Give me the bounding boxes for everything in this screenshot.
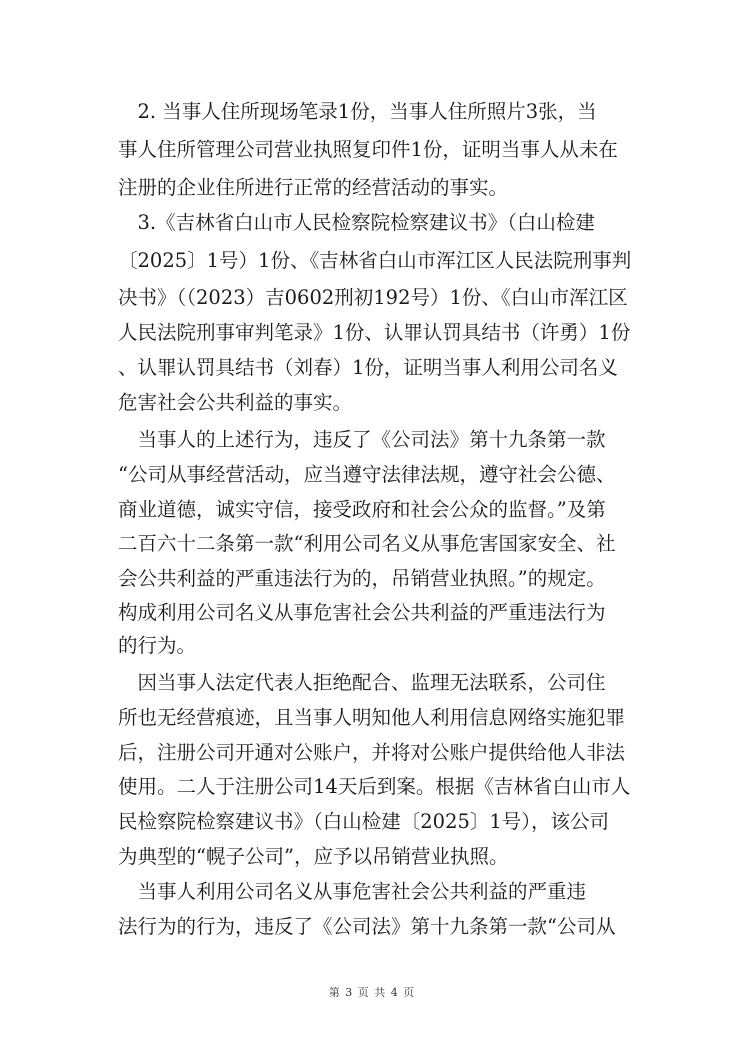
text-line: 使用。二人于注册公司14天后到案。根据《吉林省白山市人 [118, 775, 631, 798]
text-line: 人民法院刑事审判笔录》1份、认罪认罚具结书（许勇）1份 [118, 321, 631, 344]
text-line: 民检察院检察建议书》（白山检建〔2025〕1号），该公司 [118, 810, 610, 833]
text-line: 危害社会公共利益的事实。 [118, 391, 353, 414]
text-line: 商业道德，诚实守信，接受政府和社会公众的监督。”及第 [118, 498, 606, 521]
text-line: 注册的企业住所进行正常的经营活动的事实。 [118, 176, 509, 199]
text-line: 后，注册公司开通对公账户，并将对公账户提供给他人非法 [118, 741, 626, 764]
text-line: 当事人的上述行为，违反了《公司法》第十九条第一款 [118, 428, 606, 451]
text-line: 为典型的“幌子公司”，应予以吊销营业执照。 [118, 845, 509, 868]
text-line: 的行为。 [118, 634, 197, 657]
text-line: 当事人利用公司名义从事危害社会公共利益的严重违 [118, 880, 587, 903]
text-line: 事人住所管理公司营业执照复印件1份，证明当事人从未在 [118, 138, 618, 161]
text-line: 会公共利益的严重违法行为的，吊销营业执照。”的规定。 [118, 567, 606, 590]
text-line: 所也无经营痕迹，且当事人明知他人利用信息网络实施犯罪 [118, 706, 626, 729]
text-line: 2. 当事人住所现场笔录1份，当事人住所照片3张，当 [118, 100, 597, 123]
text-line: 3.《吉林省白山市人民检察院检察建议书》（白山检建 [118, 211, 595, 234]
text-line: 构成利用公司名义从事危害社会公共利益的严重违法行为 [118, 601, 606, 624]
text-line: 二百六十二条第一款“利用公司名义从事危害国家安全、社 [118, 532, 616, 555]
text-line: 、认罪认罚具结书（刘春）1份，证明当事人利用公司名义 [118, 356, 618, 379]
text-line: 〔2025〕1号）1份、《吉林省白山市浑江区人民法院刑事判 [118, 249, 632, 272]
text-line: 决书》（（2023）吉0602刑初192号）1份、《白山市浑江区 [118, 286, 628, 309]
text-line: 法行为的行为，违反了《公司法》第十九条第一款“公司从 [118, 915, 616, 938]
page-number-footer: 第 3 页 共 4 页 [328, 986, 416, 999]
text-line: “公司从事经营活动，应当遵守法律法规，遵守社会公德、 [118, 463, 616, 486]
text-line: 因当事人法定代表人拒绝配合、监理无法联系，公司住 [118, 671, 606, 694]
